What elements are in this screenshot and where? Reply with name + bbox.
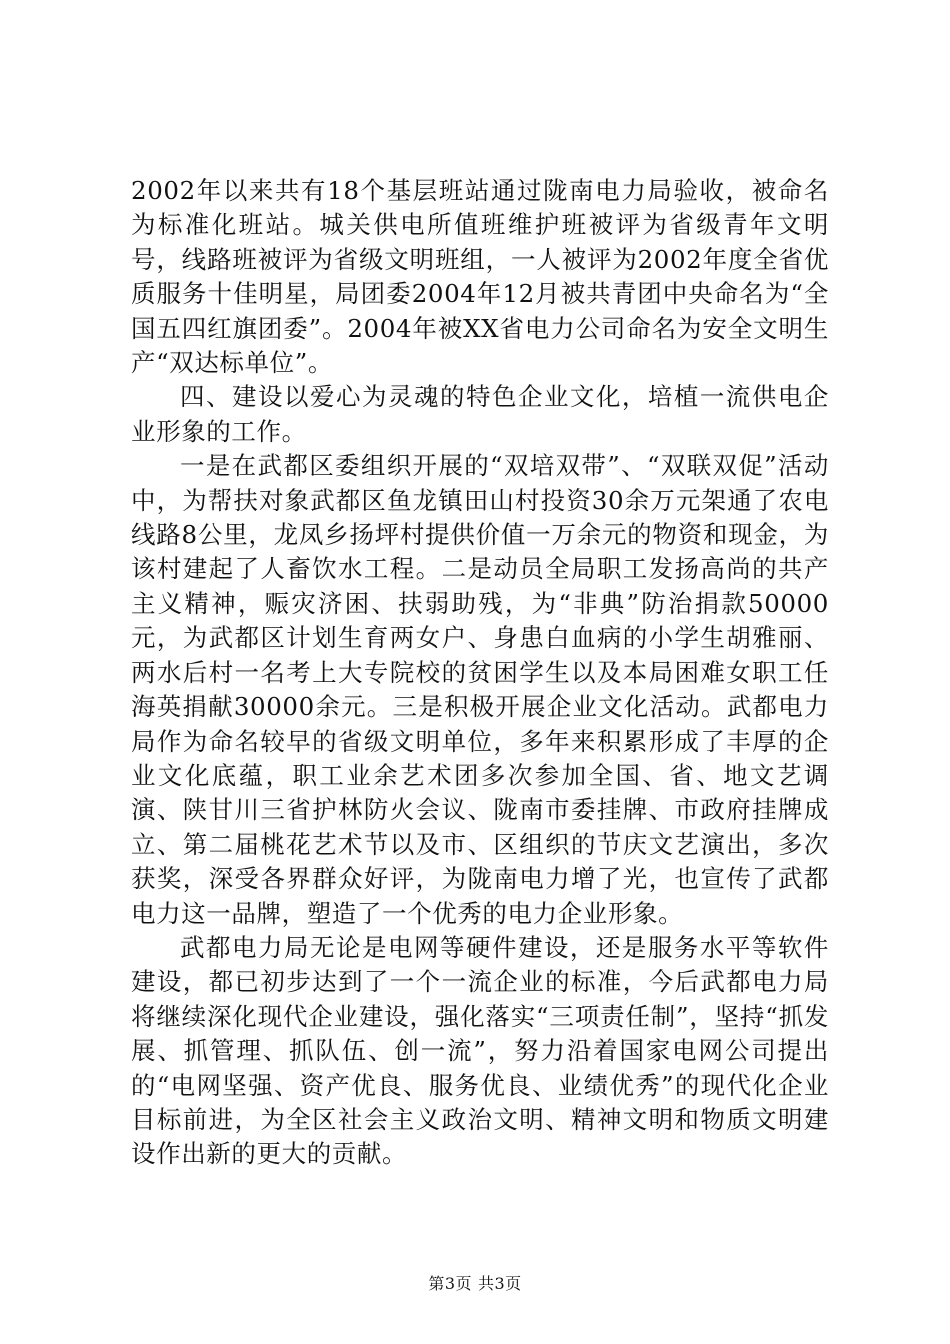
paragraph-conclusion: 武都电力局无论是电网等硬件建设，还是服务水平等软件建设，都已初步达到了一个一流企业的标准，今后武都电力局将继续深化现代企业建设，强化落实“三项责任制”，坚持“抓发展、抓管理、抓队伍、创一流”，努力沿着国家电网公司提出的“电网坚强、资产优良、服务优良、业绩优秀”的现代化企业目标前进，为全区社会主义政治文明、精神文明和物质文明建设作出新的更大的贡献。 [131,932,829,1169]
document-body [131,174,829,1172]
paragraph-achievements: 2002年以来共有18个基层班站通过陇南电力局验收，被命名为标准化班站。城关供电所值班维护班被评为省级青年文明号，线路班被评为省级文明班组，一人被评为2002年度全省优质服务十佳明星，局团委2004年12月被共青团中央命名为“全国五四红旗团委”。2004年被XX省电力公司命名为安全文明生产“双达标单位”。 [131,176,829,378]
paragraph-section-four-heading: 四、建设以爱心为灵魂的特色企业文化，培植一流供电企业形象的工作。 [131,382,829,446]
page-footer [0,1274,950,1294]
page-total: 共3页 [478,1274,522,1293]
paragraph-community-activities: 一是在武都区委组织开展的“双培双带”、“双联双促”活动中，为帮扶对象武都区鱼龙镇田山村投资30余万元架通了农电线路8公里，龙凤乡扬坪村提供价值一万余元的物资和现金，为该村建起了人畜饮水工程。二是动员全局职工发扬高尚的共产主义精神，赈灾济困、扶弱助残，为“非典”防治捐款50000元，为武都区计划生育两女户、身患白血病的小学生胡雅丽、两水后村一名考上大专院校的贫困学生以及本局困难女职工任海英捐献30000余元。三是积极开展企业文化活动。武都电力局作为命名较早的省级文明单位，多年来积累形成了丰厚的企业文化底蕴，职工业余艺术团多次参加全国、省、地文艺调演、陕甘川三省护林防火会议、陇南市委挂牌、市政府挂牌成立、第二届桃花艺术节以及市、区组织的节庆文艺演出，多次获奖，深受各界群众好评，为陇南电力增了光，也宣传了武都电力这一品牌，塑造了一个优秀的电力企业形象。 [131,451,829,928]
page-number: 第3页 [428,1274,472,1293]
